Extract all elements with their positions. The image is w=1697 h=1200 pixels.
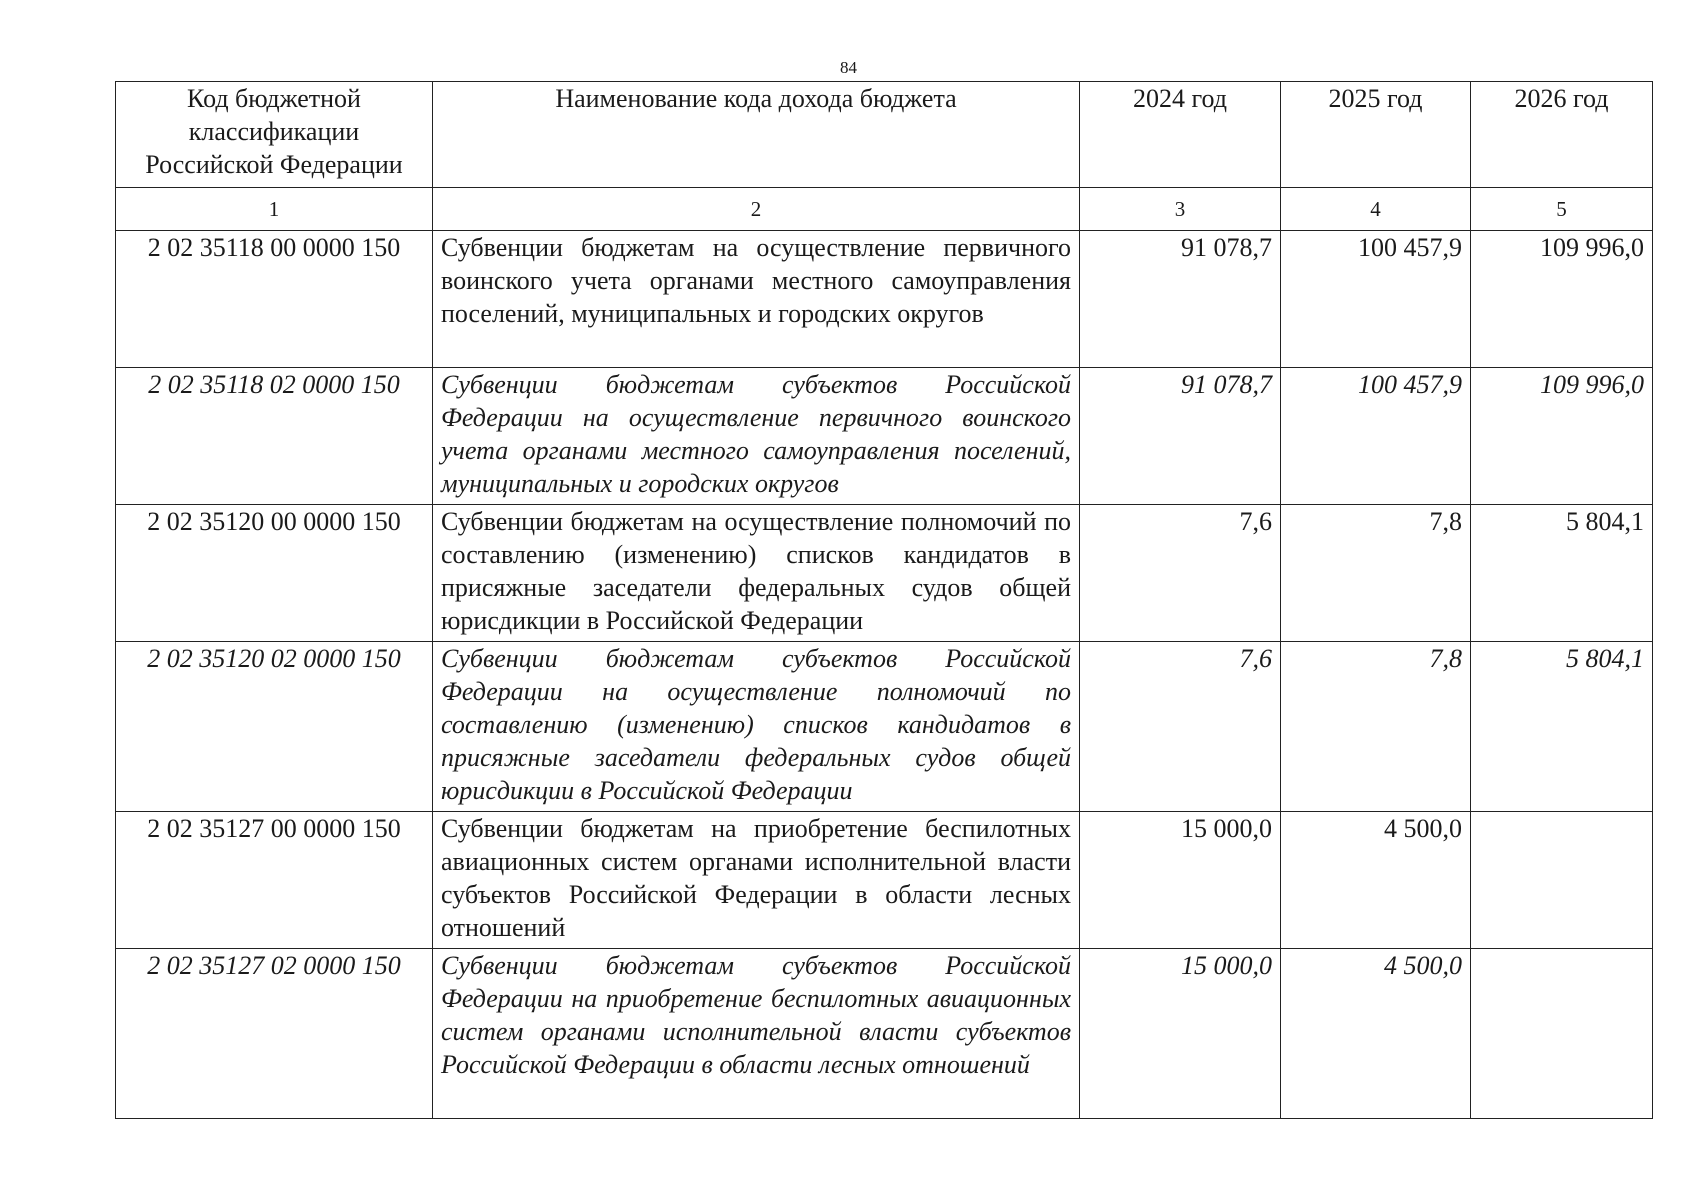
header-2025: 2025 год <box>1281 82 1471 188</box>
row-code: 2 02 35120 02 0000 150 <box>116 642 433 812</box>
row-value-2024: 91 078,7 <box>1080 231 1281 368</box>
row-name: Субвенции бюджетам на осуществление полномочий по составлению (изменению) списков кандидатов в присяжные заседатели федеральных судов общей юрисдикции в Российской Федерации <box>433 505 1080 642</box>
row-value-2026: 109 996,0 <box>1471 231 1653 368</box>
row-value-2025: 100 457,9 <box>1281 231 1471 368</box>
row-code: 2 02 35127 02 0000 150 <box>116 949 433 1119</box>
column-number: 1 <box>116 188 433 231</box>
column-number: 5 <box>1471 188 1653 231</box>
row-value-2024: 7,6 <box>1080 642 1281 812</box>
header-2026: 2026 год <box>1471 82 1653 188</box>
row-value-2025: 7,8 <box>1281 505 1471 642</box>
table-row <box>116 949 1653 1119</box>
row-code: 2 02 35127 00 0000 150 <box>116 812 433 949</box>
row-name: Субвенции бюджетам субъектов Российской Федерации на приобретение беспилотных авиационных систем органами исполнительной власти субъектов Российской Федерации в области лесных отношений <box>433 949 1080 1119</box>
row-value-2025: 4 500,0 <box>1281 812 1471 949</box>
column-number: 3 <box>1080 188 1281 231</box>
row-value-2025: 7,8 <box>1281 642 1471 812</box>
row-value-2026 <box>1471 812 1653 949</box>
row-code: 2 02 35118 00 0000 150 <box>116 231 433 368</box>
row-value-2026 <box>1471 949 1653 1119</box>
table-row <box>116 505 1653 642</box>
row-value-2025: 4 500,0 <box>1281 949 1471 1119</box>
column-number-row <box>116 188 1653 231</box>
table-header-row <box>116 82 1653 188</box>
row-value-2026: 5 804,1 <box>1471 642 1653 812</box>
column-number: 2 <box>433 188 1080 231</box>
page-number: 84 <box>840 58 857 77</box>
row-name: Субвенции бюджетам на осуществление первичного воинского учета органами местного самоуправления поселений, муниципальных и городских округов <box>433 231 1080 368</box>
header-name: Наименование кода дохода бюджета <box>433 82 1080 188</box>
row-value-2026: 5 804,1 <box>1471 505 1653 642</box>
row-value-2024: 15 000,0 <box>1080 812 1281 949</box>
table-row <box>116 368 1653 505</box>
header-code: Код бюджетной классификации Российской Федерации <box>116 82 433 188</box>
table-row <box>116 231 1653 368</box>
row-name: Субвенции бюджетам субъектов Российской Федерации на осуществление полномочий по составлению (изменению) списков кандидатов в присяжные заседатели федеральных судов общей юрисдикции в Российской Федерации <box>433 642 1080 812</box>
header-2024: 2024 год <box>1080 82 1281 188</box>
row-name: Субвенции бюджетам на приобретение беспилотных авиационных систем органами исполнительной власти субъектов Российской Федерации в области лесных отношений <box>433 812 1080 949</box>
column-number: 4 <box>1281 188 1471 231</box>
row-code: 2 02 35118 02 0000 150 <box>116 368 433 505</box>
row-code: 2 02 35120 00 0000 150 <box>116 505 433 642</box>
table-row <box>116 812 1653 949</box>
row-value-2024: 7,6 <box>1080 505 1281 642</box>
row-value-2026: 109 996,0 <box>1471 368 1653 505</box>
row-value-2024: 15 000,0 <box>1080 949 1281 1119</box>
row-name: Субвенции бюджетам субъектов Российской Федерации на осуществление первичного воинского учета органами местного самоуправления поселений, муниципальных и городских округов <box>433 368 1080 505</box>
table-row <box>116 642 1653 812</box>
budget-revenue-table <box>115 81 1653 1119</box>
row-value-2025: 100 457,9 <box>1281 368 1471 505</box>
row-value-2024: 91 078,7 <box>1080 368 1281 505</box>
